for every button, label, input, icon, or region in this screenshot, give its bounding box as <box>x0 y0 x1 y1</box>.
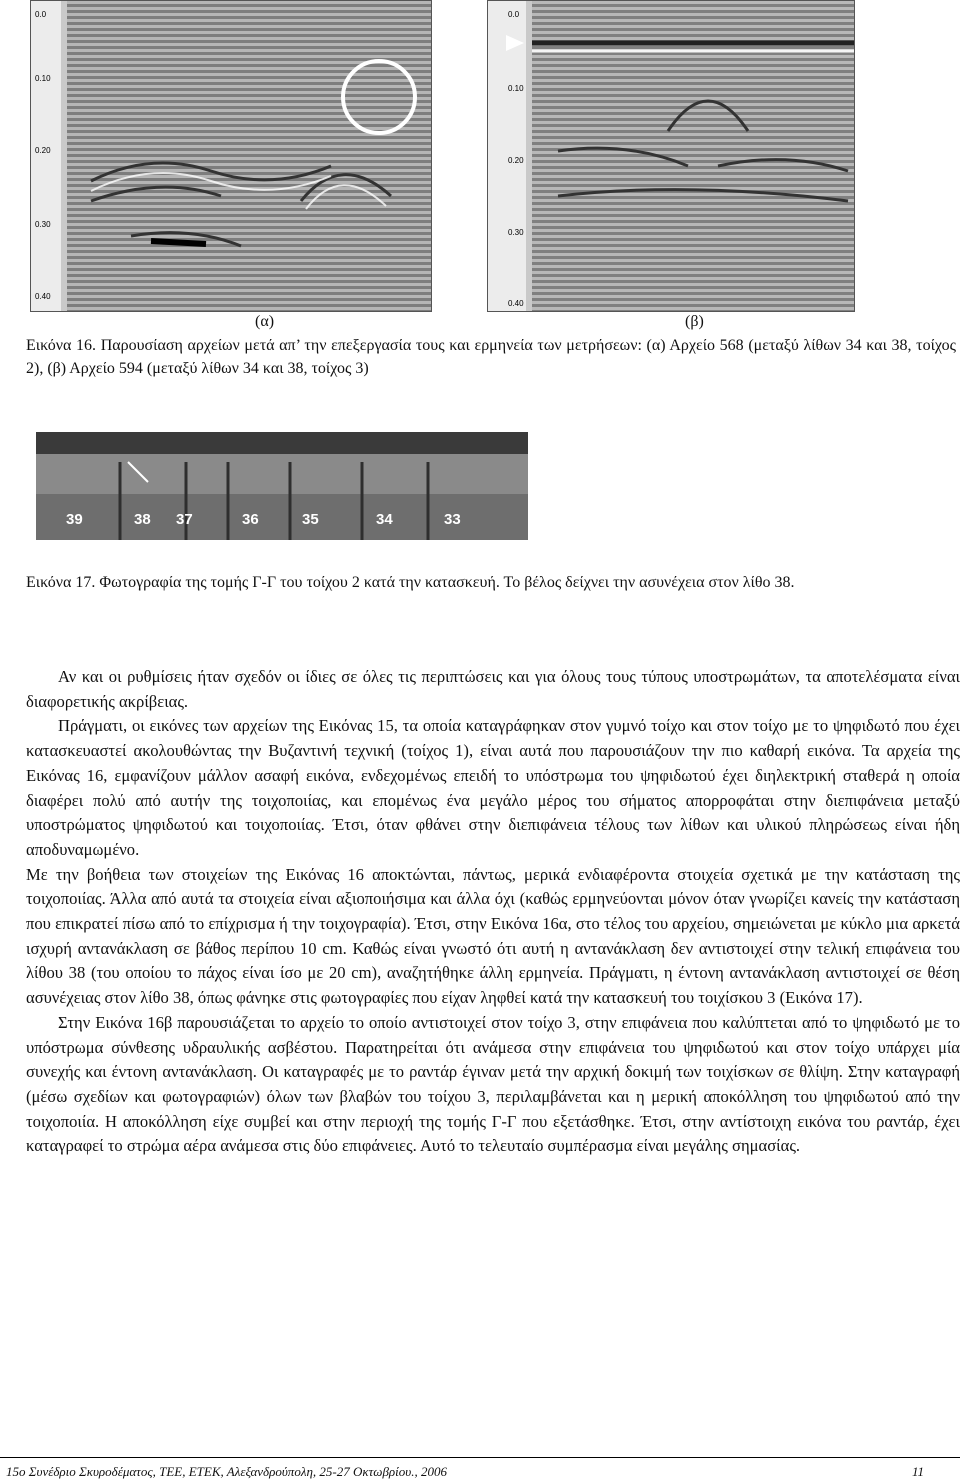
stone-number-3: 36 <box>242 511 259 528</box>
paragraph-4: Στην Εικόνα 16β παρουσιάζεται το αρχείο το οποίο αντιστοιχεί στον τοίχο 3, στην επιφάνεια που καλύπτεται από το ψηφιδωτό με το υπόστρωμα σύνθεσης υδραυλικής ασβέστου. Παρατηρείται ότι ανάμεσα στην επιφάνεια του ψηφιδωτού και στον τοίχο υπάρχει μία συνεχής και έντονη αντανάκλαση. Οι καταγραφές με το ραντάρ έγιναν μετά την αρχική δοκιμή των τοιχίσκων σε θλίψη. Στην καταγραφή (μέσω σχεδίων και φωτογραφιών) όλων των βλαβών του τοίχου 3, περιλαμβάνεται και η μερική αποκόλληση του ψηφιδωτού από την τοιχοποιία. Η αποκόλληση είχε συμβεί και στην περιοχή της τομής Γ-Γ που εξετάσθηκε. Έτσι, στην αντίστοιχη εικόνα του ραντάρ, έχει καταγραφεί το στρώμα αέρα ανάμεσα στις δύο επιφάνειες. Αυτό το τελευταίο συμπέρασμα είναι μεγάλης σημασίας. <box>26 1012 960 1156</box>
figure-16-caption: Εικόνα 16. Παρουσίαση αρχείων μετά απ’ την επεξεργασία τους και ερμηνεία των μετρήσεων: (α) Αρχείο 568 (μεταξύ λίθων 34 και 38, τοίχος 2), (β) Αρχείο 594 (μεταξύ λίθων 34 και 38, τοίχος 3) <box>26 337 956 377</box>
radar-image-a <box>30 0 432 312</box>
depth-tick-b-0: 0.0 <box>508 10 520 19</box>
stone-number-5: 34 <box>376 511 393 528</box>
depth-tick-b-2: 0.20 <box>508 156 524 165</box>
page-number: 11 <box>911 1464 924 1479</box>
paragraph-2: Πράγματι, οι εικόνες των αρχείων της Εικόνας 15, τα οποία καταγράφηκαν στον γυμνό τοίχο και στον τοίχο με το ψηφιδωτό που έχει κατασκευαστεί ακολουθώντας την Βυζαντινή τεχνική (τοίχος 1), είναι αυτά που παρουσιάζουν την πιο καθαρή εικόνα. Τα αρχεία της Εικόνας 16, εμφανίζουν μάλλον ασαφή εικόνα, ενδεχομένως επειδή το υπόστρωμα του ψηφιδωτού έχει διηλεκτρική σταθερά η οποία διαφέρει πολύ από αυτήν της τοιχοποιίας, και επομένως ένα μεγάλο μέρος του σήματος απορροφάται στην διεπιφάνεια μεταξύ υποστρώματος ψηφιδωτού και τοιχοποιίας. Έτσι, όταν φθάνει στην διεπιφάνεια τέλους των λίθων και υλικού πληρώσεως είναι ήδη αποδυναμωμένο. <box>26 716 960 859</box>
depth-tick-a-1: 0.10 <box>35 74 51 83</box>
stone-number-4: 35 <box>302 511 319 528</box>
radar-image-b <box>487 0 855 312</box>
depth-tick-b-4: 0.40 <box>508 299 524 308</box>
depth-tick-a-4: 0.40 <box>35 292 51 301</box>
stone-number-0: 39 <box>66 511 83 528</box>
panel-label-a: (α) <box>255 313 275 330</box>
body-text <box>26 665 960 1159</box>
stone-number-6: 33 <box>444 511 461 528</box>
stone-number-2: 37 <box>176 511 193 528</box>
footer-conference: 15ο Συνέδριο Σκυροδέματος, ΤΕΕ, ΕΤΕΚ, Αλεξανδρούπολη, 25-27 Οκτωβρίου., 2006 <box>6 1464 447 1479</box>
paragraph-1: Αν και οι ρυθμίσεις ήταν σχεδόν οι ίδιες σε όλες τις περιπτώσεις και για όλους τους τύπους υποστρωμάτων, τα αποτελέσματα είναι διαφορετικής ακρίβειας. <box>26 667 960 711</box>
depth-tick-a-0: 0.0 <box>35 10 47 19</box>
footer-rule <box>0 1457 960 1458</box>
paragraph-3: Με την βοήθεια των στοιχείων της Εικόνας 16 αποκτώνται, πάντως, μερικά ενδιαφέροντα στοιχεία σχετικά με την κατάσταση της τοιχοποιίας. Άλλα από αυτά τα στοιχεία είναι αξιοποιήσιμα και άλλα όχι (καθώς ερμηνεύονται μόνον όταν γνωρίζει κανείς την κατάσταση που επικρατεί πίσω από το επίχρισμα ή την τοιχογραφία). Έτσι, στην Εικόνα 16α, στο τέλος του αρχείου, σημειώνεται με κύκλο μια αρκετά ισχυρή αντανάκλαση σε βάθος περίπου 10 cm. Καθώς είναι γνωστό ότι αυτή η αντανάκλαση δεν αντιστοιχεί στην τελική επιφάνεια του λίθου 38 (του οποίου το πάχος είναι ίσο με 20 cm), αναζητήθηκε άλλη ερμηνεία. Πράγματι, η έντονη αντανάκλαση αντιστοιχεί σε θέση ασυνέχειας στον λίθο 38, όπως φάνηκε στις φωτογραφίες που είχαν ληφθεί κατά την κατασκευή του τοιχίσκου 3 (Εικόνα 17). <box>26 864 960 1008</box>
depth-tick-b-1: 0.10 <box>508 84 524 93</box>
stone-number-1: 38 <box>134 511 151 528</box>
depth-tick-a-3: 0.30 <box>35 220 51 229</box>
figure-16 <box>0 0 960 312</box>
figure-17-photo <box>36 432 528 540</box>
figure-17-caption: Εικόνα 17. Φωτογραφία της τομής Γ-Γ του τοίχου 2 κατά την κατασκευή. Το βέλος δείχνει την ασυνέχεια στον λίθο 38. <box>26 574 795 591</box>
depth-tick-a-2: 0.20 <box>35 146 51 155</box>
depth-tick-b-3: 0.30 <box>508 228 524 237</box>
panel-label-b: (β) <box>685 313 704 330</box>
